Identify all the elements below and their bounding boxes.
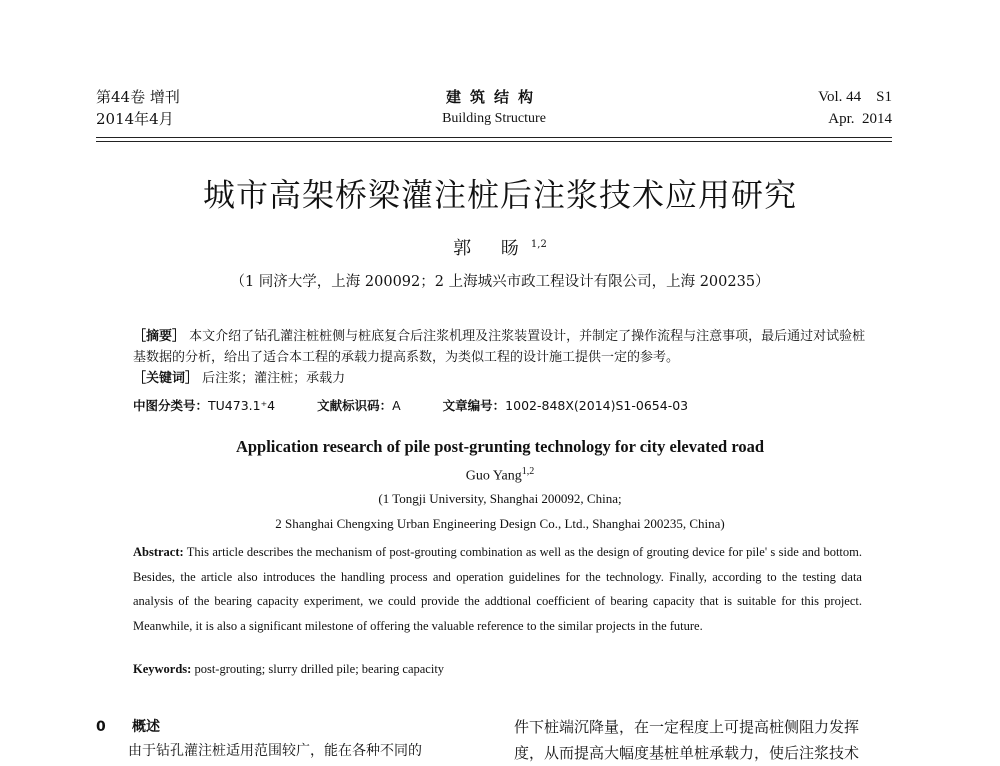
body-right-column (514, 714, 896, 766)
body-left-column: 由于钻孔灌注桩适用范围较广，能在各种不同的 (128, 743, 422, 759)
paper-title-cn: 城市高架桥梁灌注桩后注浆技术应用研究 (202, 176, 797, 214)
header-volume-en (818, 86, 892, 130)
header-date-line: 2014年4月 (96, 110, 174, 128)
paper-title-en: Application research of pile post-grunting technology for city elevated road (235, 437, 765, 456)
author-cn (0, 234, 1000, 260)
abstract-cn-text: 本文介绍了钻孔灌注桩桩侧与桩底复合后注浆机理及注浆装置设计，并制定了操作流程与注意事项，最后通过对试验桩基数据的分析，给出了适合本工程的承载力提高系数，为类似工程的设计施工提供一定的参考。 (133, 329, 866, 365)
article-no-label: 文章编号： (442, 398, 506, 413)
section-title: 概述 (132, 719, 160, 735)
doc-code-label: 文献标识码： (317, 398, 393, 413)
affiliation-en-line2: 2 Shanghai Chengxing Urban Engineering Design Co., Ltd., Shanghai 200235, China) (275, 516, 725, 531)
header-journal-name (96, 86, 892, 130)
author-en-name: Guo Yang (465, 468, 522, 484)
section-heading (96, 716, 160, 736)
doc-code-value: A (392, 398, 401, 413)
abstract-en (133, 540, 862, 638)
affiliation-en-line1: (1 Tongji University, Shanghai 200092, China; (378, 491, 622, 506)
author-cn-sup: 1,2 (530, 239, 547, 250)
running-header (96, 86, 892, 130)
author-en (0, 466, 1000, 485)
keywords-en (133, 662, 444, 677)
abstract-en-text: This article describes the mechanism of post-grouting combination as well as the design of grouting device for pile' s side and bottom. Besides, the article also introduces the handling process and operation guidelines for the technology. Finally, according to the testing data analysis of the bearing capacity experiment, we could provide the addtional coefficient of bearing capacity that is suitable for this project. Meanwhile, it is also a significant milestone of offering the valuable reference to the similar projects in the future. (133, 545, 862, 633)
journal-name-cn: 建筑结构 (445, 88, 542, 106)
keywords-cn-text: 后注浆；灌注桩；承载力 (202, 371, 346, 386)
header-date-en-line: Apr. 2014 (828, 111, 892, 127)
clc-label: 中图分类号： (133, 398, 209, 413)
clc-value: TU473.1⁺4 (208, 398, 276, 413)
keywords-cn (133, 368, 870, 389)
keywords-en-label: Keywords: (133, 662, 192, 676)
header-vol-line: Vol. 44 S1 (818, 89, 892, 105)
author-en-sup: 1,2 (521, 466, 535, 477)
journal-name-en: Building Structure (442, 111, 546, 126)
abstract-cn-label: ［摘要］ (133, 329, 186, 344)
body-right-line: 度，从而提高大幅度基桩单桩承载力，使后注浆技术 (514, 744, 860, 762)
keywords-en-text: post-grouting; slurry drilled pile; bearing capacity (194, 662, 445, 676)
abstract-cn (133, 326, 870, 389)
section-number: 0 (96, 719, 106, 735)
affiliation-cn: （1 同济大学，上海 200092；2 上海城兴市政工程设计有限公司，上海 200235） (230, 274, 770, 290)
header-volume-line: 第44卷 增刊 (96, 88, 180, 106)
header-rule-thin (96, 141, 892, 142)
keywords-cn-label: ［关键词］ (133, 371, 199, 386)
article-no-value: 1002-848X(2014)S1-0654-03 (505, 398, 689, 413)
author-cn-name: 郭 旸 (453, 238, 531, 259)
header-rule-thick (96, 137, 892, 138)
classification-line (133, 396, 688, 414)
abstract-en-label: Abstract: (133, 545, 184, 559)
body-right-line: 件下桩端沉降量，在一定程度上可提高桩侧阻力发挥 (514, 718, 860, 736)
